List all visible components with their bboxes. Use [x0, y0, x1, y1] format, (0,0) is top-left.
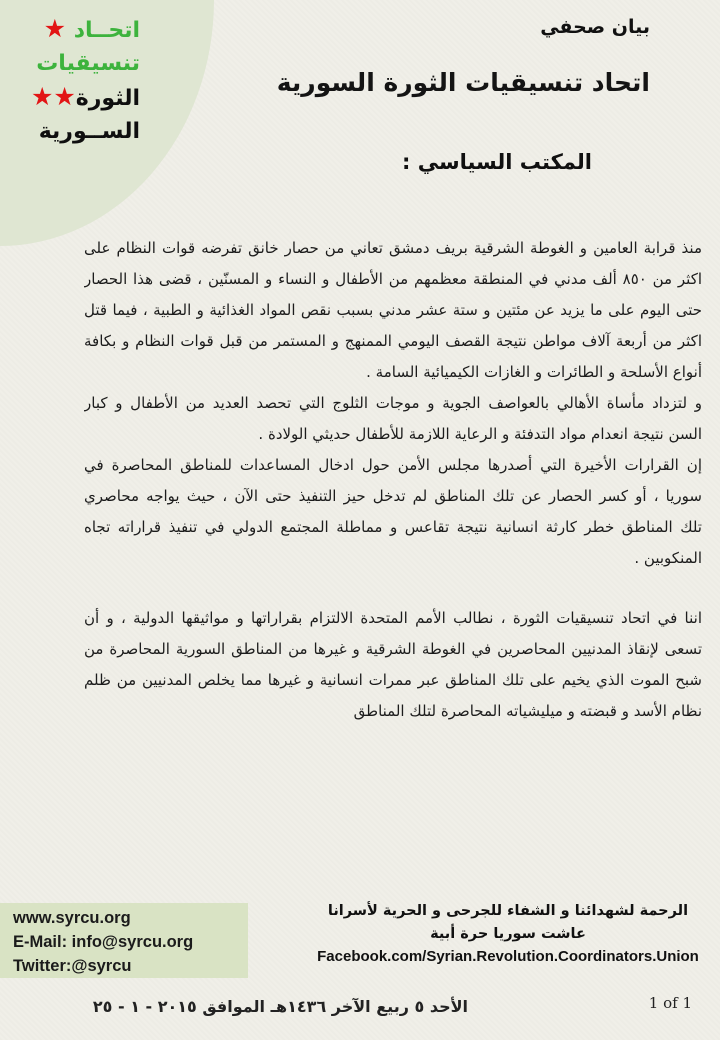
body-line: و لتزداد مأساة الأهالي بالعواصف الجوية و موجات الثلوج التي تحصد العديد من الأطفال و كبار	[84, 394, 702, 412]
document-type-title: بيان صحفي	[540, 16, 650, 38]
body-line: شبح الموت الذي يخيم على تلك المناطق عبر ممرات انسانية و غيرها مما يخلص المدنيين من ظلم	[84, 671, 702, 689]
body-line: سوريا ، أو كسر الحصار عن تلك المناطق لم تدخل حيز التنفيذ حتى الآن ، حيث يواجه محاصري	[84, 487, 702, 505]
logo-line-3	[8, 80, 140, 115]
facebook-url: Facebook.com/Syrian.Revolution.Coordinators.Union	[317, 948, 699, 965]
logo-word-union: اتحــاد	[73, 18, 140, 43]
logo-word-syrian: الســورية	[38, 119, 140, 144]
red-star-icon: ★	[43, 14, 67, 43]
document-date: الأحد ٥ ربيع الآخر ١٤٣٦هـ الموافق ٢٠١٥ - ١ - ٢٥	[92, 997, 468, 1016]
organization-name-title: اتحاد تنسيقيات الثورة السورية	[276, 68, 650, 97]
body-line: نظام الأسد و قبضته و ميليشياته المحاصرة لتلك المناطق	[353, 702, 702, 720]
body-line: اكثر من أربعة آلاف مواطن نتيجة القصف اليومي الممنهج و المستمر من قبل قوات النظام و بكافة	[84, 332, 702, 350]
slogan-line-2: عاشت سوريا حرة أبية	[430, 926, 586, 942]
body-line: المنكوبين .	[634, 549, 702, 567]
body-line: اننا في اتحاد تنسيقيات الثورة ، نطالب الأمم المتحدة الالتزام بقراراتها و مواثيقها الدولية ، و أن	[84, 609, 702, 627]
political-bureau-heading: المكتب السياسي :	[401, 150, 592, 174]
logo-line-1	[8, 12, 140, 47]
logo-line-2	[8, 47, 140, 80]
twitter-handle: Twitter:@syrcu	[13, 957, 132, 975]
logo-word-revolution: الثورة	[75, 86, 140, 111]
organization-logo	[8, 12, 140, 148]
body-line: اكثر من ٨٥٠ ألف مدني في المنطقة معظمهم من الأطفال و النساء و المسنّين ، قضى هذا الحصار	[84, 270, 702, 288]
body-line: تلك المناطق خطر كارثة انسانية نتيجة تقاعس و مماطلة المجتمع الدولي في تنفيذ قراراته تجاه	[84, 518, 702, 536]
statement-body	[84, 233, 702, 727]
contact-info-box	[0, 903, 248, 978]
body-line: منذ قرابة العامين و الغوطة الشرقية بريف دمشق تعاني من حصار خانق تفرضه قوات النظام على	[84, 239, 702, 257]
email-address: E-Mail: info@syrcu.org	[13, 933, 194, 951]
slogan-line-1: الرحمة لشهدائنا و الشفاء للجرحى و الحرية لأسرانا	[327, 903, 689, 919]
footer-slogans	[308, 900, 708, 965]
page-number: 1 of 1	[648, 994, 692, 1012]
red-stars-icon: ★★	[30, 82, 76, 111]
logo-line-4	[8, 115, 140, 148]
body-line: أنواع الأسلحة و الطائرات و الغازات الكيميائية السامة .	[366, 363, 702, 381]
body-line: إن القرارات الأخيرة التي أصدرها مجلس الأمن حول ادخال المساعدات للمناطق المحاصرة في	[84, 456, 702, 474]
body-line: تسعى لإنقاذ المدنيين المحاصرين في الغوطة الشرقية و غيرها من المناطق السورية المحاصرة من	[84, 640, 702, 658]
website-url: www.syrcu.org	[13, 909, 131, 927]
body-line: السن نتيجة انعدام مواد التدفئة و الرعاية اللازمة للأطفال حديثي الولادة .	[258, 425, 702, 443]
logo-word-coordinations: تنسيقيات	[36, 51, 140, 76]
body-line: حتى اليوم على ما يزيد عن مئتين و ستة عشر مدني بسبب نقص المواد الغذائية و الطبية ، فيما قتل	[84, 301, 702, 319]
